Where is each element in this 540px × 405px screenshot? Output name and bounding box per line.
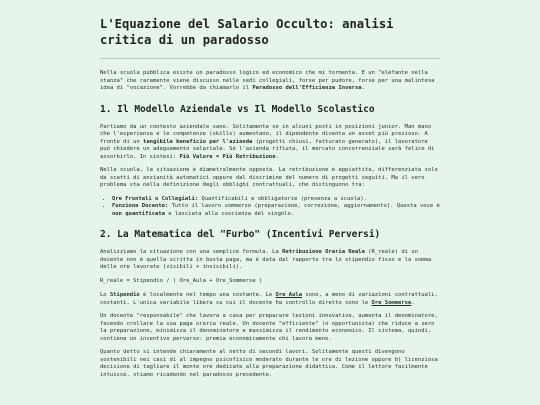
- s2p2-a: Lo: [100, 292, 110, 298]
- s2p2-e: sono, a meno di variazioni contrattuali, costanti. L'unica variabile libera su cui il docente ha controllo diretto sono le: [100, 292, 438, 306]
- obligations-list: [100, 196, 440, 219]
- s1p1-c: (progetti chiusi, fatturato generato), il lavoratore può chiedere un adeguamento salariale. Se l'azienda rifiuta, il mercato concorrenziale sarà felice di assorbirlo. In sintesi:: [100, 138, 435, 160]
- bullet-text-end: e lasciata alla coscienza del singolo.: [164, 210, 295, 217]
- s1p1-bold-summary: Più Valore = Più Retribuzione: [179, 153, 276, 160]
- intro-paragraph: [100, 70, 440, 93]
- bullet-bold: non quantificata: [112, 210, 165, 217]
- bullet-text: Quantificabili e obbligatorie (presenza a scuola).: [198, 195, 367, 202]
- s1p1-e: .: [275, 153, 279, 160]
- s2p2-ore-sommerse: Ore_Sommerse: [371, 299, 412, 306]
- bullet-label: Ore Frontali o Collegiali:: [112, 195, 199, 202]
- title-divider: [100, 58, 440, 59]
- s2p2-g: .: [411, 299, 415, 306]
- s2p2-ore-aula: Ore_Aula: [275, 292, 303, 298]
- section2-paragraph-3: Un docente "responsabile" che lavora a casa per preparare lezioni innovative, aumenta il denominatore, facendo crollare la sua paga oraria reale. Un docente "efficiente" (o opportunista) che riduce a zero la preparazione, minimizza il denominatore e massimizza il rendimento economico. Il sistema, quindi, contiene un incentivo perverso: premia economicamente chi lavora meno.: [100, 313, 438, 342]
- s1p1-bold-benefit: tangibile beneficio per l'azienda: [143, 138, 253, 145]
- list-item: [112, 196, 440, 204]
- s2p1-bold: Retribuzione Oraria Reale: [282, 249, 365, 255]
- salary-formula: R_reale = Stipendio / ( Ore_Aula + Ore_Sommerse ): [100, 277, 263, 284]
- s2p2-bold-stipendio: Stipendio: [109, 292, 140, 298]
- section2-paragraph-1: [100, 249, 440, 272]
- intro-bold: Paradosso dell'Efficienza Inversa: [252, 85, 362, 91]
- bullet-label: Funzione Docente:: [112, 203, 169, 209]
- section-heading-1: 1. Il Modello Aziendale vs Il Modello Scolastico: [100, 103, 375, 115]
- section2-paragraph-2: [100, 292, 440, 307]
- bullet-text: Tutto il lavoro sommerso (preparazione, correzione, aggiornamento). Questa voce è: [168, 203, 440, 209]
- s2p1-c: (R_reale) di un docente non è quella scritta in busta paga, ma è data dal rapporto tra lo stipendio fisso e la somma delle ore lavorate (visibili + invisibili).: [100, 249, 432, 270]
- section-heading-2: 2. La Matematica del "Furbo" (Incentivi Perversi): [100, 229, 381, 240]
- list-item: [112, 203, 440, 218]
- intro-text: Nella scuola pubblica esiste un paradosso logico ed economico che mi tormenta. E un "elefante nella stanza" che raramente viene discusso nelle sedi collegiali, forse per pudore, forse per una malintesa idea di "vocazione". Vorrebbe da chiamarlo il: [100, 70, 435, 91]
- intro-end: .: [361, 85, 365, 91]
- s1p1-a: Partiamo da un contesto aziendale sano. Solitamente se in alcuni posti in posizioni junior. Man mano che l'esperienza e le competenze (skills) aumentano, il dipendente diventa un asset più prezioso. A fronte di un: [100, 123, 432, 145]
- s2p2-c: è localmente nel tempo una costante. Le: [139, 292, 276, 298]
- section2-paragraph-4: Quanto detto si intende chiaramente al netto di secondi lavori. Solitamente questi divengono sostenibili nei casi di al impegno psicofisico moderato durante le ore di lezione oppure b) licenziosa decisione di tagliare il monte ore dedicate alla preparazione didattica. Come il lettore facilmente intuisce, stiamo ricadendo nel paradosso precedente.: [100, 349, 438, 378]
- section1-paragraph-2: Nella scuola, la situazione è diametralmente opposta. La retribuzione è appiattita, differenziata solo da scatti di anzianità automatici oppure dal discrimine del numero di progetti seguiti. Ma il vero problema sta nella definizione degli obblighi contrattuali, che distinguono tra:: [100, 167, 438, 188]
- s2p1-a: Analizziamo la situazione con una semplice formula. La: [100, 249, 283, 255]
- page-title: L'Equazione del Salario Occulto: analisi critica di un paradosso: [100, 17, 394, 47]
- section1-paragraph-1: [100, 124, 440, 162]
